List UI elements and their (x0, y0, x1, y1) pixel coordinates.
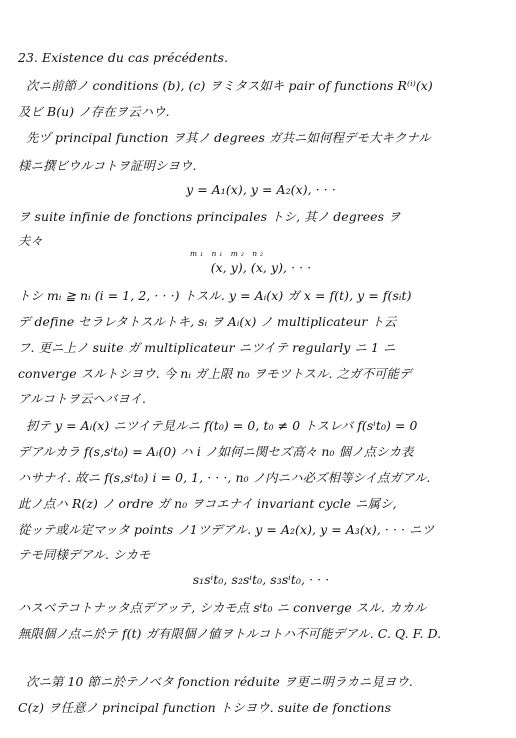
text-line: デアルカラ f(s,sⁱt₀) = Aᵢ(0) ハ i ノ如何ニ関セズ高々 n₀ 個ノ点シカ表 (18, 444, 414, 459)
text-line: デ define セラレタトスルトキ, sᵢ ヲ Aᵢ(x) ノ multiplicateur ト云 (18, 314, 397, 329)
text-line: トシ mᵢ ≧ nᵢ (i = 1, 2, · · ·) トスル. y = Aᵢ(x) ガ x = f(t), y = f(sᵢt) (18, 288, 412, 303)
text-line: ハスベテコトナッタ点デアッテ, シカモ点 sⁱt₀ ニ converge スル. カカル (18, 600, 427, 615)
text-line: 夫々 (18, 233, 43, 248)
text-line: アルコトヲ云ヘバヨイ. (18, 391, 147, 406)
text-line: C(z) ヲ任意ノ principal function トシヨウ. suite de fonctions (18, 700, 392, 715)
text-line: 先ヅ principal function ヲ其ノ degrees ガ共ニ如何程デモ大キクナル (26, 130, 431, 145)
text-line: 無限個ノ点ニ於テ f(t) ガ有限個ノ値ヲトルコトハ不可能デアル. C. Q. F. D. (18, 626, 442, 641)
text-line: フ. 更ニ上ノ suite ガ multiplicateur ニツイテ regularly ニ 1 ニ (18, 340, 396, 355)
text-line: converge スルトシヨウ. 今 nᵢ ガ上限 n₀ ヲモツトスル. 之ガ不可能デ (18, 366, 412, 381)
text-line: 次ニ第 10 節ニ於テノベタ fonction réduite ヲ更ニ明ラカニ見ヨウ. (26, 674, 413, 689)
text-line: 次ニ前節ノ conditions (b), (c) ヲミタス如キ pair of functions R⁽ⁱ⁾(x) (26, 78, 433, 93)
text-line: 様ニ撰ビウルコトヲ証明シヨウ. (18, 158, 197, 173)
exponent-labels: m₁ n₁ m₂ n₂ (190, 249, 267, 258)
text-line: 此ノ点ハ R(z) ノ ordre ガ n₀ ヲコエナイ invariant cycle ニ属シ, (18, 496, 397, 511)
text-line: 扨テ y = Aᵢ(x) ニツイテ見ルニ f(t₀) = 0, t₀ ≠ 0 トスレバ f(sⁱt₀) = 0 (26, 418, 418, 433)
text-line: ハサナイ. 故ニ f(s,sⁱt₀) i = 0, 1, · · ·, n₀ ノ内ニハ必ズ相等シイ点ガアル. (18, 470, 431, 485)
text-line: 從ッテ或ル定マッタ points ノ1ツデアル. y = A₂(x), y = A₃(x), · · · ニツ (18, 522, 435, 537)
text-line: ヲ suite infinie de fonctions principales トシ, 其ノ degrees ヲ (18, 209, 401, 224)
equation-line: s₁sⁱt₀, s₂sⁱt₀, s₃sⁱt₀, · · · (192, 572, 330, 587)
section-heading: 23. Existence du cas précédents. (18, 50, 229, 65)
text-line: 及ビ B(u) ノ存在ヲ云ハウ. (18, 104, 170, 119)
text-line: テモ同様デアル. シカモ (18, 547, 151, 562)
equation-line: (x, y), (x, y), · · · (210, 260, 312, 275)
equation-line: y = A₁(x), y = A₂(x), · · · (186, 182, 336, 197)
